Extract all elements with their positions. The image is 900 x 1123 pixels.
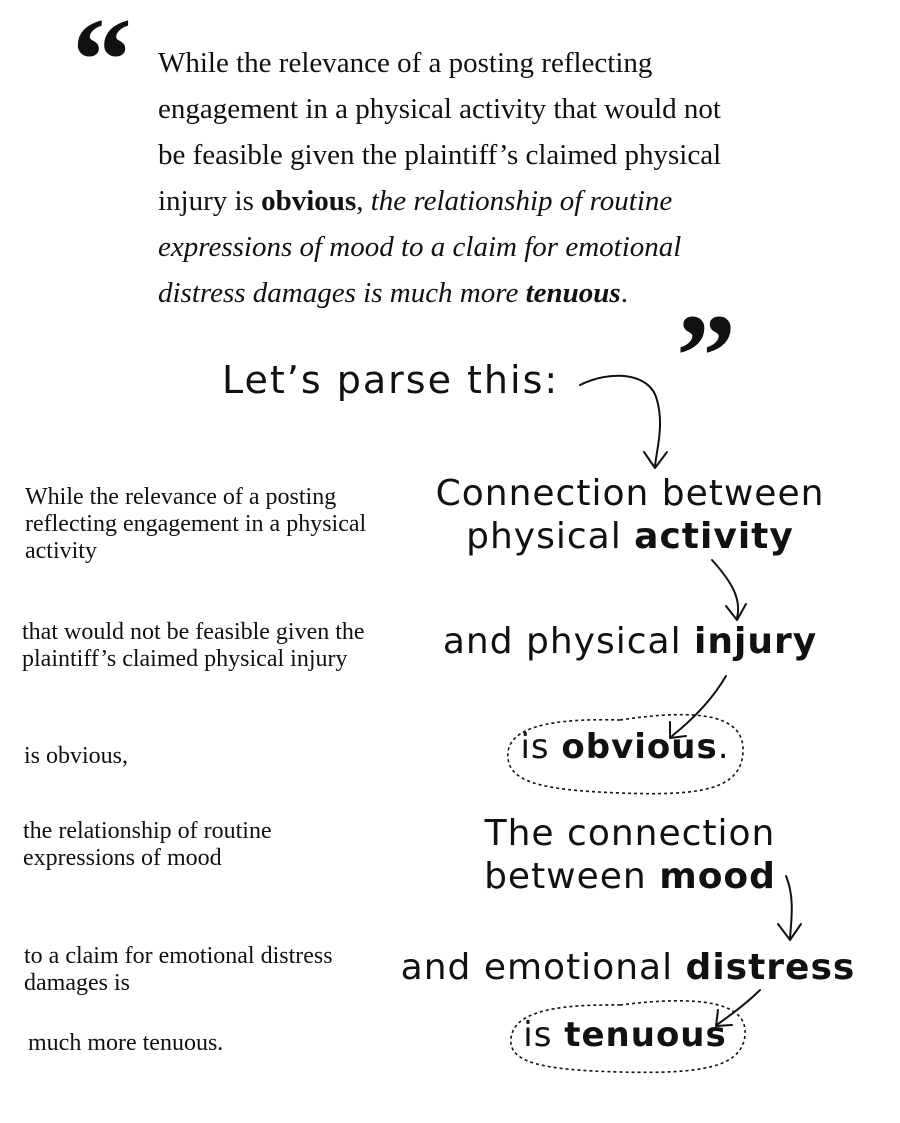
right-phrase-3-end: . — [717, 727, 730, 767]
right-phrase-1-line-2 — [410, 515, 850, 558]
left-phrase-4: the relationship of routine expressions of mood — [23, 818, 272, 871]
right-phrase-injury — [420, 620, 840, 663]
arrowhead-heading — [644, 452, 667, 468]
quote-part-1: While the relevance of a posting reflecting engagement in a physical activity that would not be feasible given the plaintiff’s claimed physical injury is — [158, 47, 722, 217]
right-phrase-4-line-2 — [440, 855, 820, 898]
left-phrase-2: that would not be feasible given the plaintiff’s claimed physical injury — [22, 619, 365, 672]
right-phrase-obvious — [515, 726, 735, 769]
right-phrase-activity — [410, 472, 850, 558]
right-phrase-6-pre: is — [523, 1015, 565, 1055]
arrow-activity-to-injury — [712, 560, 738, 618]
right-phrase-4-line-1: The connection — [484, 813, 776, 854]
quote-bold-obvious: obvious — [261, 185, 357, 217]
arrowhead-activity — [726, 604, 746, 620]
right-phrase-2-bold: injury — [694, 621, 818, 662]
right-phrase-5-bold: distress — [685, 947, 856, 988]
parse-heading: Let’s parse this: — [222, 358, 560, 402]
right-phrase-1-bold: activity — [634, 516, 794, 557]
quote-part-2: , — [356, 185, 371, 217]
right-phrase-mood — [440, 812, 820, 898]
left-phrase-3: is obvious, — [24, 743, 129, 769]
left-phrase-6: much more tenuous. — [28, 1030, 224, 1056]
open-quote-mark: “ — [72, 0, 132, 126]
left-phrase-1: While the relevance of a posting reflecting engagement in a physical activity — [25, 484, 367, 564]
main-quote — [158, 40, 738, 316]
right-phrase-1-line-1: Connection between — [435, 473, 825, 514]
quote-bold-tenuous: tenuous — [525, 277, 621, 309]
left-phrase-5: to a claim for emotional distress damages is — [24, 943, 333, 996]
quote-end: . — [620, 277, 628, 309]
right-phrase-2-pre: and physical — [442, 621, 695, 662]
arrow-heading-to-connection — [580, 376, 660, 466]
right-phrase-4-pre: between — [484, 856, 660, 897]
right-phrase-tenuous — [515, 1014, 735, 1057]
right-phrase-3-pre: is — [520, 727, 562, 767]
right-phrase-1-pre: physical — [466, 516, 635, 557]
right-phrase-6-bold: tenuous — [564, 1015, 727, 1055]
right-phrase-3-bold: obvious — [561, 727, 718, 767]
right-phrase-5-pre: and emotional — [400, 947, 686, 988]
right-phrase-distress — [378, 946, 878, 989]
quote-italic-part: the relationship of routine expressions of mood to a claim for emotional distress damages is much more — [158, 185, 682, 309]
right-phrase-4-bold: mood — [659, 856, 776, 897]
arrowhead-mood — [778, 924, 801, 940]
close-quote-mark: ” — [676, 289, 736, 422]
